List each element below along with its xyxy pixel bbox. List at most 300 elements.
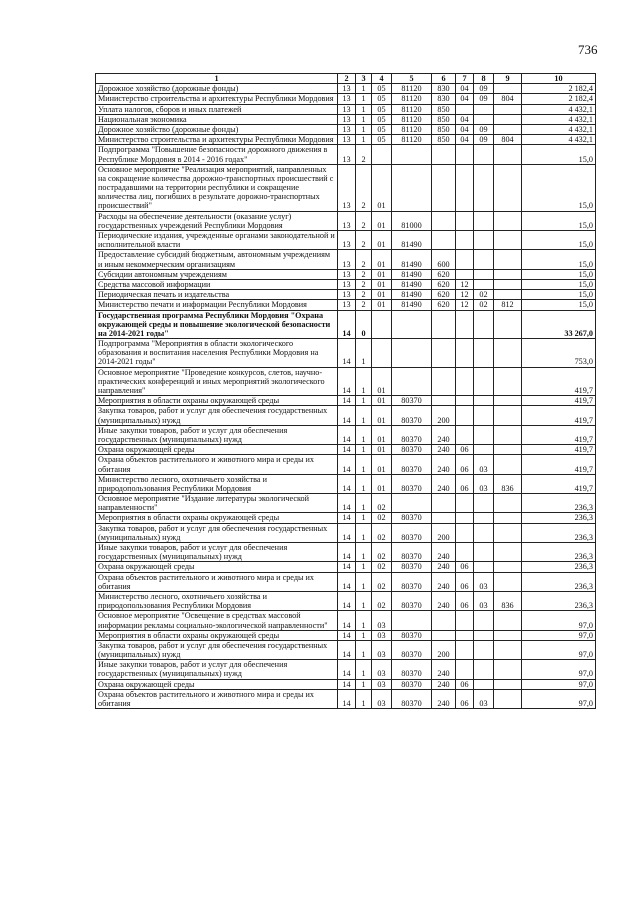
row-name-cell: Охрана объектов растительного и животного мира и среды их обитания	[96, 689, 338, 708]
row-value-cell: 15,0	[522, 164, 596, 211]
row-value-cell: 1	[356, 513, 372, 523]
row-value-cell: 14	[338, 640, 356, 659]
row-value-cell: 2	[356, 250, 372, 269]
row-value-cell: 81120	[392, 94, 432, 104]
header-cell: 9	[494, 74, 522, 84]
row-value-cell: 80370	[392, 406, 432, 425]
row-value-cell: 600	[432, 250, 456, 269]
row-value-cell	[474, 513, 494, 523]
row-value-cell	[474, 339, 494, 368]
row-value-cell: 05	[372, 94, 392, 104]
row-value-cell	[494, 445, 522, 455]
row-value-cell: 80370	[392, 513, 432, 523]
table-row	[96, 279, 596, 289]
row-value-cell: 2	[356, 145, 372, 164]
row-value-cell: 2	[356, 211, 372, 230]
row-value-cell: 05	[372, 104, 392, 114]
row-value-cell: 1	[356, 630, 372, 640]
row-value-cell: 850	[432, 114, 456, 124]
row-value-cell: 2 182,4	[522, 94, 596, 104]
row-value-cell: 03	[474, 572, 494, 591]
row-value-cell: 04	[456, 84, 474, 94]
table-row	[96, 689, 596, 708]
row-value-cell: 200	[432, 523, 456, 542]
row-value-cell: 80370	[392, 679, 432, 689]
header-cell: 10	[522, 74, 596, 84]
row-value-cell: 240	[432, 660, 456, 679]
row-value-cell: 1	[356, 689, 372, 708]
row-name-cell: Министерство печати и информации Республики Мордовия	[96, 300, 338, 310]
row-value-cell: 240	[432, 562, 456, 572]
row-value-cell: 02	[372, 591, 392, 610]
row-name-cell: Охрана окружающей среды	[96, 562, 338, 572]
row-name-cell: Закупка товаров, работ и услуг для обеспечения государственных (муниципальных) нужд	[96, 523, 338, 542]
row-value-cell: 419,7	[522, 455, 596, 474]
row-value-cell: 15,0	[522, 250, 596, 269]
row-value-cell: 236,3	[522, 523, 596, 542]
row-value-cell: 14	[338, 474, 356, 493]
row-value-cell: 14	[338, 513, 356, 523]
row-value-cell: 1	[356, 396, 372, 406]
row-value-cell	[456, 640, 474, 659]
row-value-cell: 2	[356, 269, 372, 279]
row-value-cell: 81490	[392, 279, 432, 289]
row-name-cell: Закупка товаров, работ и услуг для обеспечения государственных (муниципальных) нужд	[96, 640, 338, 659]
row-name-cell: Подпрограмма "Мероприятия в области экологического образования и воспитания населения Республики Мордовия на 2014-2021 годы"	[96, 339, 338, 368]
table-row	[96, 135, 596, 145]
row-value-cell: 06	[456, 679, 474, 689]
row-value-cell: 1	[356, 611, 372, 630]
row-value-cell: 03	[372, 679, 392, 689]
row-value-cell: 12	[456, 290, 474, 300]
row-value-cell	[494, 84, 522, 94]
row-value-cell: 1	[356, 572, 372, 591]
row-name-cell: Иные закупки товаров, работ и услуг для обеспечения государственных (муниципальных) нужд	[96, 543, 338, 562]
row-value-cell: 02	[372, 523, 392, 542]
row-value-cell: 80370	[392, 640, 432, 659]
row-name-cell: Подпрограмма "Повышение безопасности дорожного движения в Республике Мордовия в 2014 - 2016 годах"	[96, 145, 338, 164]
table-row	[96, 474, 596, 493]
row-value-cell	[474, 494, 494, 513]
row-value-cell	[474, 543, 494, 562]
row-value-cell	[494, 104, 522, 114]
row-value-cell	[456, 164, 474, 211]
row-value-cell: 97,0	[522, 640, 596, 659]
row-value-cell: 850	[432, 135, 456, 145]
row-value-cell: 14	[338, 543, 356, 562]
row-name-cell: Национальная экономика	[96, 114, 338, 124]
header-cell: 7	[456, 74, 474, 84]
row-value-cell	[494, 114, 522, 124]
row-value-cell: 81490	[392, 231, 432, 250]
row-value-cell: 13	[338, 84, 356, 94]
row-value-cell: 1	[356, 425, 372, 444]
row-name-cell: Охрана окружающей среды	[96, 445, 338, 455]
row-value-cell	[494, 513, 522, 523]
row-value-cell: 04	[456, 114, 474, 124]
row-value-cell: 14	[338, 523, 356, 542]
row-value-cell: 01	[372, 445, 392, 455]
row-value-cell	[392, 164, 432, 211]
row-name-cell: Основное мероприятие "Освещение в средствах массовой информации рекламы социально-экологической направленности"	[96, 611, 338, 630]
row-value-cell	[474, 611, 494, 630]
row-value-cell: 804	[494, 135, 522, 145]
row-value-cell: 14	[338, 562, 356, 572]
row-value-cell	[432, 396, 456, 406]
row-name-cell: Расходы на обеспечение деятельности (оказание услуг) государственных учреждений Республики Мордовия	[96, 211, 338, 230]
row-value-cell	[474, 445, 494, 455]
row-name-cell: Мероприятия в области охраны окружающей среды	[96, 630, 338, 640]
row-value-cell	[474, 523, 494, 542]
row-value-cell: 06	[456, 562, 474, 572]
row-value-cell: 81490	[392, 250, 432, 269]
row-value-cell: 15,0	[522, 211, 596, 230]
row-value-cell: 850	[432, 104, 456, 114]
row-value-cell: 81120	[392, 124, 432, 134]
header-cell: 2	[338, 74, 356, 84]
row-value-cell: 01	[372, 367, 392, 396]
row-value-cell: 01	[372, 250, 392, 269]
row-value-cell: 09	[474, 135, 494, 145]
row-value-cell	[372, 339, 392, 368]
row-value-cell: 14	[338, 445, 356, 455]
row-value-cell	[432, 611, 456, 630]
row-value-cell	[392, 339, 432, 368]
row-value-cell: 03	[372, 611, 392, 630]
row-value-cell	[494, 679, 522, 689]
budget-table	[95, 73, 596, 709]
row-value-cell	[432, 211, 456, 230]
table-row	[96, 523, 596, 542]
row-name-cell: Средства массовой информации	[96, 279, 338, 289]
row-value-cell	[474, 250, 494, 269]
row-value-cell: 200	[432, 406, 456, 425]
row-value-cell: 830	[432, 84, 456, 94]
row-value-cell	[474, 269, 494, 279]
table-row	[96, 300, 596, 310]
table-row	[96, 494, 596, 513]
row-value-cell: 13	[338, 269, 356, 279]
row-value-cell: 13	[338, 94, 356, 104]
row-value-cell	[456, 310, 474, 339]
row-name-cell: Уплата налогов, сборов и иных платежей	[96, 104, 338, 114]
table-row	[96, 396, 596, 406]
row-value-cell	[456, 543, 474, 562]
row-value-cell: 04	[456, 94, 474, 104]
row-name-cell: Охрана окружающей среды	[96, 679, 338, 689]
table-row	[96, 611, 596, 630]
table-row	[96, 231, 596, 250]
table-row	[96, 290, 596, 300]
table-row	[96, 104, 596, 114]
table-row	[96, 640, 596, 659]
row-name-cell: Министерство строительства и архитектуры Республики Мордовия	[96, 94, 338, 104]
row-value-cell: 01	[372, 290, 392, 300]
row-value-cell	[432, 164, 456, 211]
row-value-cell: 01	[372, 396, 392, 406]
row-name-cell: Министерство строительства и архитектуры Республики Мордовия	[96, 135, 338, 145]
row-value-cell: 13	[338, 300, 356, 310]
row-value-cell	[432, 339, 456, 368]
row-value-cell: 240	[432, 591, 456, 610]
row-value-cell: 81490	[392, 290, 432, 300]
row-value-cell	[392, 611, 432, 630]
row-value-cell: 236,3	[522, 494, 596, 513]
row-value-cell	[392, 367, 432, 396]
table-row	[96, 425, 596, 444]
row-value-cell: 81120	[392, 84, 432, 94]
row-value-cell: 06	[456, 689, 474, 708]
row-name-cell: Министерство лесного, охотничьего хозяйства и природопользования Республики Мордовия	[96, 591, 338, 610]
row-value-cell: 812	[494, 300, 522, 310]
row-value-cell: 81000	[392, 211, 432, 230]
row-value-cell: 419,7	[522, 406, 596, 425]
row-value-cell: 13	[338, 145, 356, 164]
row-value-cell: 80370	[392, 689, 432, 708]
row-value-cell	[494, 269, 522, 279]
row-value-cell: 13	[338, 250, 356, 269]
row-value-cell	[432, 145, 456, 164]
row-value-cell: 03	[474, 591, 494, 610]
row-value-cell: 02	[372, 513, 392, 523]
header-cell: 8	[474, 74, 494, 84]
row-value-cell: 1	[356, 135, 372, 145]
row-value-cell: 240	[432, 572, 456, 591]
row-value-cell: 09	[474, 124, 494, 134]
row-value-cell: 13	[338, 104, 356, 114]
row-value-cell	[494, 164, 522, 211]
row-value-cell: 04	[456, 124, 474, 134]
table-row	[96, 164, 596, 211]
row-value-cell	[494, 611, 522, 630]
row-value-cell: 01	[372, 300, 392, 310]
row-value-cell: 240	[432, 425, 456, 444]
row-value-cell: 419,7	[522, 425, 596, 444]
row-value-cell: 13	[338, 279, 356, 289]
row-value-cell: 240	[432, 679, 456, 689]
row-value-cell	[456, 630, 474, 640]
table-row	[96, 455, 596, 474]
row-value-cell: 830	[432, 94, 456, 104]
row-name-cell: Мероприятия в области охраны окружающей среды	[96, 513, 338, 523]
row-name-cell: Министерство лесного, охотничьего хозяйства и природопользования Республики Мордовия	[96, 474, 338, 493]
table-row	[96, 572, 596, 591]
row-value-cell: 240	[432, 474, 456, 493]
row-value-cell: 620	[432, 290, 456, 300]
row-value-cell	[474, 145, 494, 164]
row-value-cell: 81120	[392, 104, 432, 114]
row-value-cell: 1	[356, 523, 372, 542]
row-value-cell: 240	[432, 689, 456, 708]
row-name-cell: Субсидии автономным учреждениям	[96, 269, 338, 279]
row-value-cell: 13	[338, 231, 356, 250]
row-value-cell: 03	[372, 630, 392, 640]
row-value-cell: 1	[356, 679, 372, 689]
row-name-cell: Дорожное хозяйство (дорожные фонды)	[96, 84, 338, 94]
row-value-cell	[474, 425, 494, 444]
row-name-cell: Основное мероприятие "Реализация мероприятий, направленных на сокращение количества дорожно-транспортных происшествий с пострадавшими на территории республики и сокращение количества лиц, погибших в результате дорожно-транспортных происшествий"	[96, 164, 338, 211]
row-value-cell: 836	[494, 474, 522, 493]
row-value-cell: 14	[338, 660, 356, 679]
row-value-cell: 01	[372, 279, 392, 289]
row-value-cell	[494, 494, 522, 513]
row-value-cell: 2 182,4	[522, 84, 596, 94]
row-value-cell: 14	[338, 310, 356, 339]
row-value-cell: 03	[474, 474, 494, 493]
row-value-cell	[474, 562, 494, 572]
row-value-cell	[494, 640, 522, 659]
row-value-cell: 620	[432, 300, 456, 310]
row-value-cell: 4 432,1	[522, 135, 596, 145]
row-value-cell: 06	[456, 572, 474, 591]
row-value-cell: 1	[356, 124, 372, 134]
row-value-cell: 13	[338, 124, 356, 134]
row-value-cell: 05	[372, 124, 392, 134]
row-value-cell	[474, 630, 494, 640]
row-value-cell	[456, 104, 474, 114]
row-value-cell: 01	[372, 211, 392, 230]
row-value-cell	[494, 406, 522, 425]
row-value-cell: 97,0	[522, 611, 596, 630]
row-value-cell: 06	[456, 445, 474, 455]
row-name-cell: Основное мероприятие "Проведение конкурсов, слетов, научно-практических конференций и иных мероприятий экологического направления"	[96, 367, 338, 396]
row-value-cell: 4 432,1	[522, 104, 596, 114]
row-name-cell: Предоставление субсидий бюджетным, автономным учреждениям и иным некоммерческим организациям	[96, 250, 338, 269]
row-value-cell: 15,0	[522, 231, 596, 250]
row-name-cell: Основное мероприятие "Издание литературы экологической направленности"	[96, 494, 338, 513]
row-value-cell: 240	[432, 455, 456, 474]
row-value-cell: 06	[456, 455, 474, 474]
row-value-cell: 1	[356, 339, 372, 368]
row-value-cell	[456, 250, 474, 269]
table-row	[96, 124, 596, 134]
row-value-cell: 1	[356, 114, 372, 124]
row-value-cell: 2	[356, 300, 372, 310]
row-value-cell	[494, 562, 522, 572]
row-value-cell	[392, 310, 432, 339]
row-value-cell: 12	[456, 300, 474, 310]
row-value-cell: 01	[372, 231, 392, 250]
row-value-cell: 80370	[392, 455, 432, 474]
row-value-cell	[494, 279, 522, 289]
header-cell: 6	[432, 74, 456, 84]
row-value-cell	[494, 455, 522, 474]
row-name-cell: Закупка товаров, работ и услуг для обеспечения государственных (муниципальных) нужд	[96, 406, 338, 425]
row-value-cell: 14	[338, 425, 356, 444]
row-name-cell: Государственная программа Республики Мордовия "Охрана окружающей среды и повышение экологической безопасности на 2014-2021 годы"	[96, 310, 338, 339]
row-value-cell: 03	[372, 640, 392, 659]
row-value-cell	[494, 231, 522, 250]
row-value-cell: 80370	[392, 425, 432, 444]
header-cell: 4	[372, 74, 392, 84]
row-value-cell: 1	[356, 494, 372, 513]
row-value-cell: 1	[356, 591, 372, 610]
row-value-cell	[494, 689, 522, 708]
row-value-cell	[456, 406, 474, 425]
row-value-cell	[494, 630, 522, 640]
row-value-cell: 236,3	[522, 572, 596, 591]
row-value-cell: 81120	[392, 135, 432, 145]
row-value-cell: 97,0	[522, 630, 596, 640]
row-value-cell: 1	[356, 94, 372, 104]
row-value-cell: 15,0	[522, 269, 596, 279]
row-value-cell	[494, 124, 522, 134]
row-value-cell	[456, 494, 474, 513]
row-value-cell: 419,7	[522, 396, 596, 406]
row-value-cell	[474, 279, 494, 289]
row-value-cell	[494, 425, 522, 444]
row-value-cell: 14	[338, 339, 356, 368]
row-name-cell: Периодическая печать и издательства	[96, 290, 338, 300]
row-value-cell	[474, 679, 494, 689]
table-row	[96, 339, 596, 368]
row-value-cell	[474, 406, 494, 425]
table-row	[96, 591, 596, 610]
table-row	[96, 445, 596, 455]
row-value-cell: 05	[372, 135, 392, 145]
row-value-cell	[494, 145, 522, 164]
row-value-cell: 236,3	[522, 513, 596, 523]
row-value-cell	[474, 660, 494, 679]
row-value-cell: 0	[356, 310, 372, 339]
row-value-cell: 13	[338, 290, 356, 300]
row-value-cell: 80370	[392, 445, 432, 455]
row-value-cell: 1	[356, 660, 372, 679]
page-number: 736	[578, 42, 598, 57]
row-value-cell: 14	[338, 689, 356, 708]
table-row	[96, 269, 596, 279]
row-value-cell: 753,0	[522, 339, 596, 368]
row-value-cell: 850	[432, 124, 456, 134]
row-value-cell	[474, 104, 494, 114]
row-value-cell: 13	[338, 164, 356, 211]
row-value-cell: 836	[494, 591, 522, 610]
row-value-cell: 81490	[392, 269, 432, 279]
row-value-cell: 02	[372, 572, 392, 591]
row-value-cell	[432, 310, 456, 339]
row-value-cell: 06	[456, 591, 474, 610]
row-value-cell: 14	[338, 572, 356, 591]
row-name-cell: Иные закупки товаров, работ и услуг для обеспечения государственных (муниципальных) нужд	[96, 660, 338, 679]
row-value-cell: 236,3	[522, 591, 596, 610]
row-value-cell	[474, 640, 494, 659]
row-value-cell: 97,0	[522, 689, 596, 708]
row-value-cell: 80370	[392, 660, 432, 679]
header-cell: 5	[392, 74, 432, 84]
row-value-cell	[456, 269, 474, 279]
row-value-cell	[494, 339, 522, 368]
row-name-cell: Периодические издания, учрежденные органами законодательной и исполнительной власти	[96, 231, 338, 250]
row-value-cell: 200	[432, 640, 456, 659]
row-value-cell: 80370	[392, 572, 432, 591]
row-value-cell: 02	[474, 290, 494, 300]
header-cell: 3	[356, 74, 372, 84]
row-value-cell	[432, 367, 456, 396]
row-value-cell: 03	[372, 660, 392, 679]
table-row	[96, 543, 596, 562]
row-value-cell: 620	[432, 279, 456, 289]
row-value-cell	[474, 211, 494, 230]
row-value-cell	[432, 630, 456, 640]
row-value-cell: 2	[356, 290, 372, 300]
table-row	[96, 367, 596, 396]
row-value-cell: 14	[338, 396, 356, 406]
row-value-cell	[494, 367, 522, 396]
row-value-cell: 240	[432, 445, 456, 455]
row-value-cell: 80370	[392, 523, 432, 542]
table-row	[96, 310, 596, 339]
row-value-cell: 2	[356, 279, 372, 289]
